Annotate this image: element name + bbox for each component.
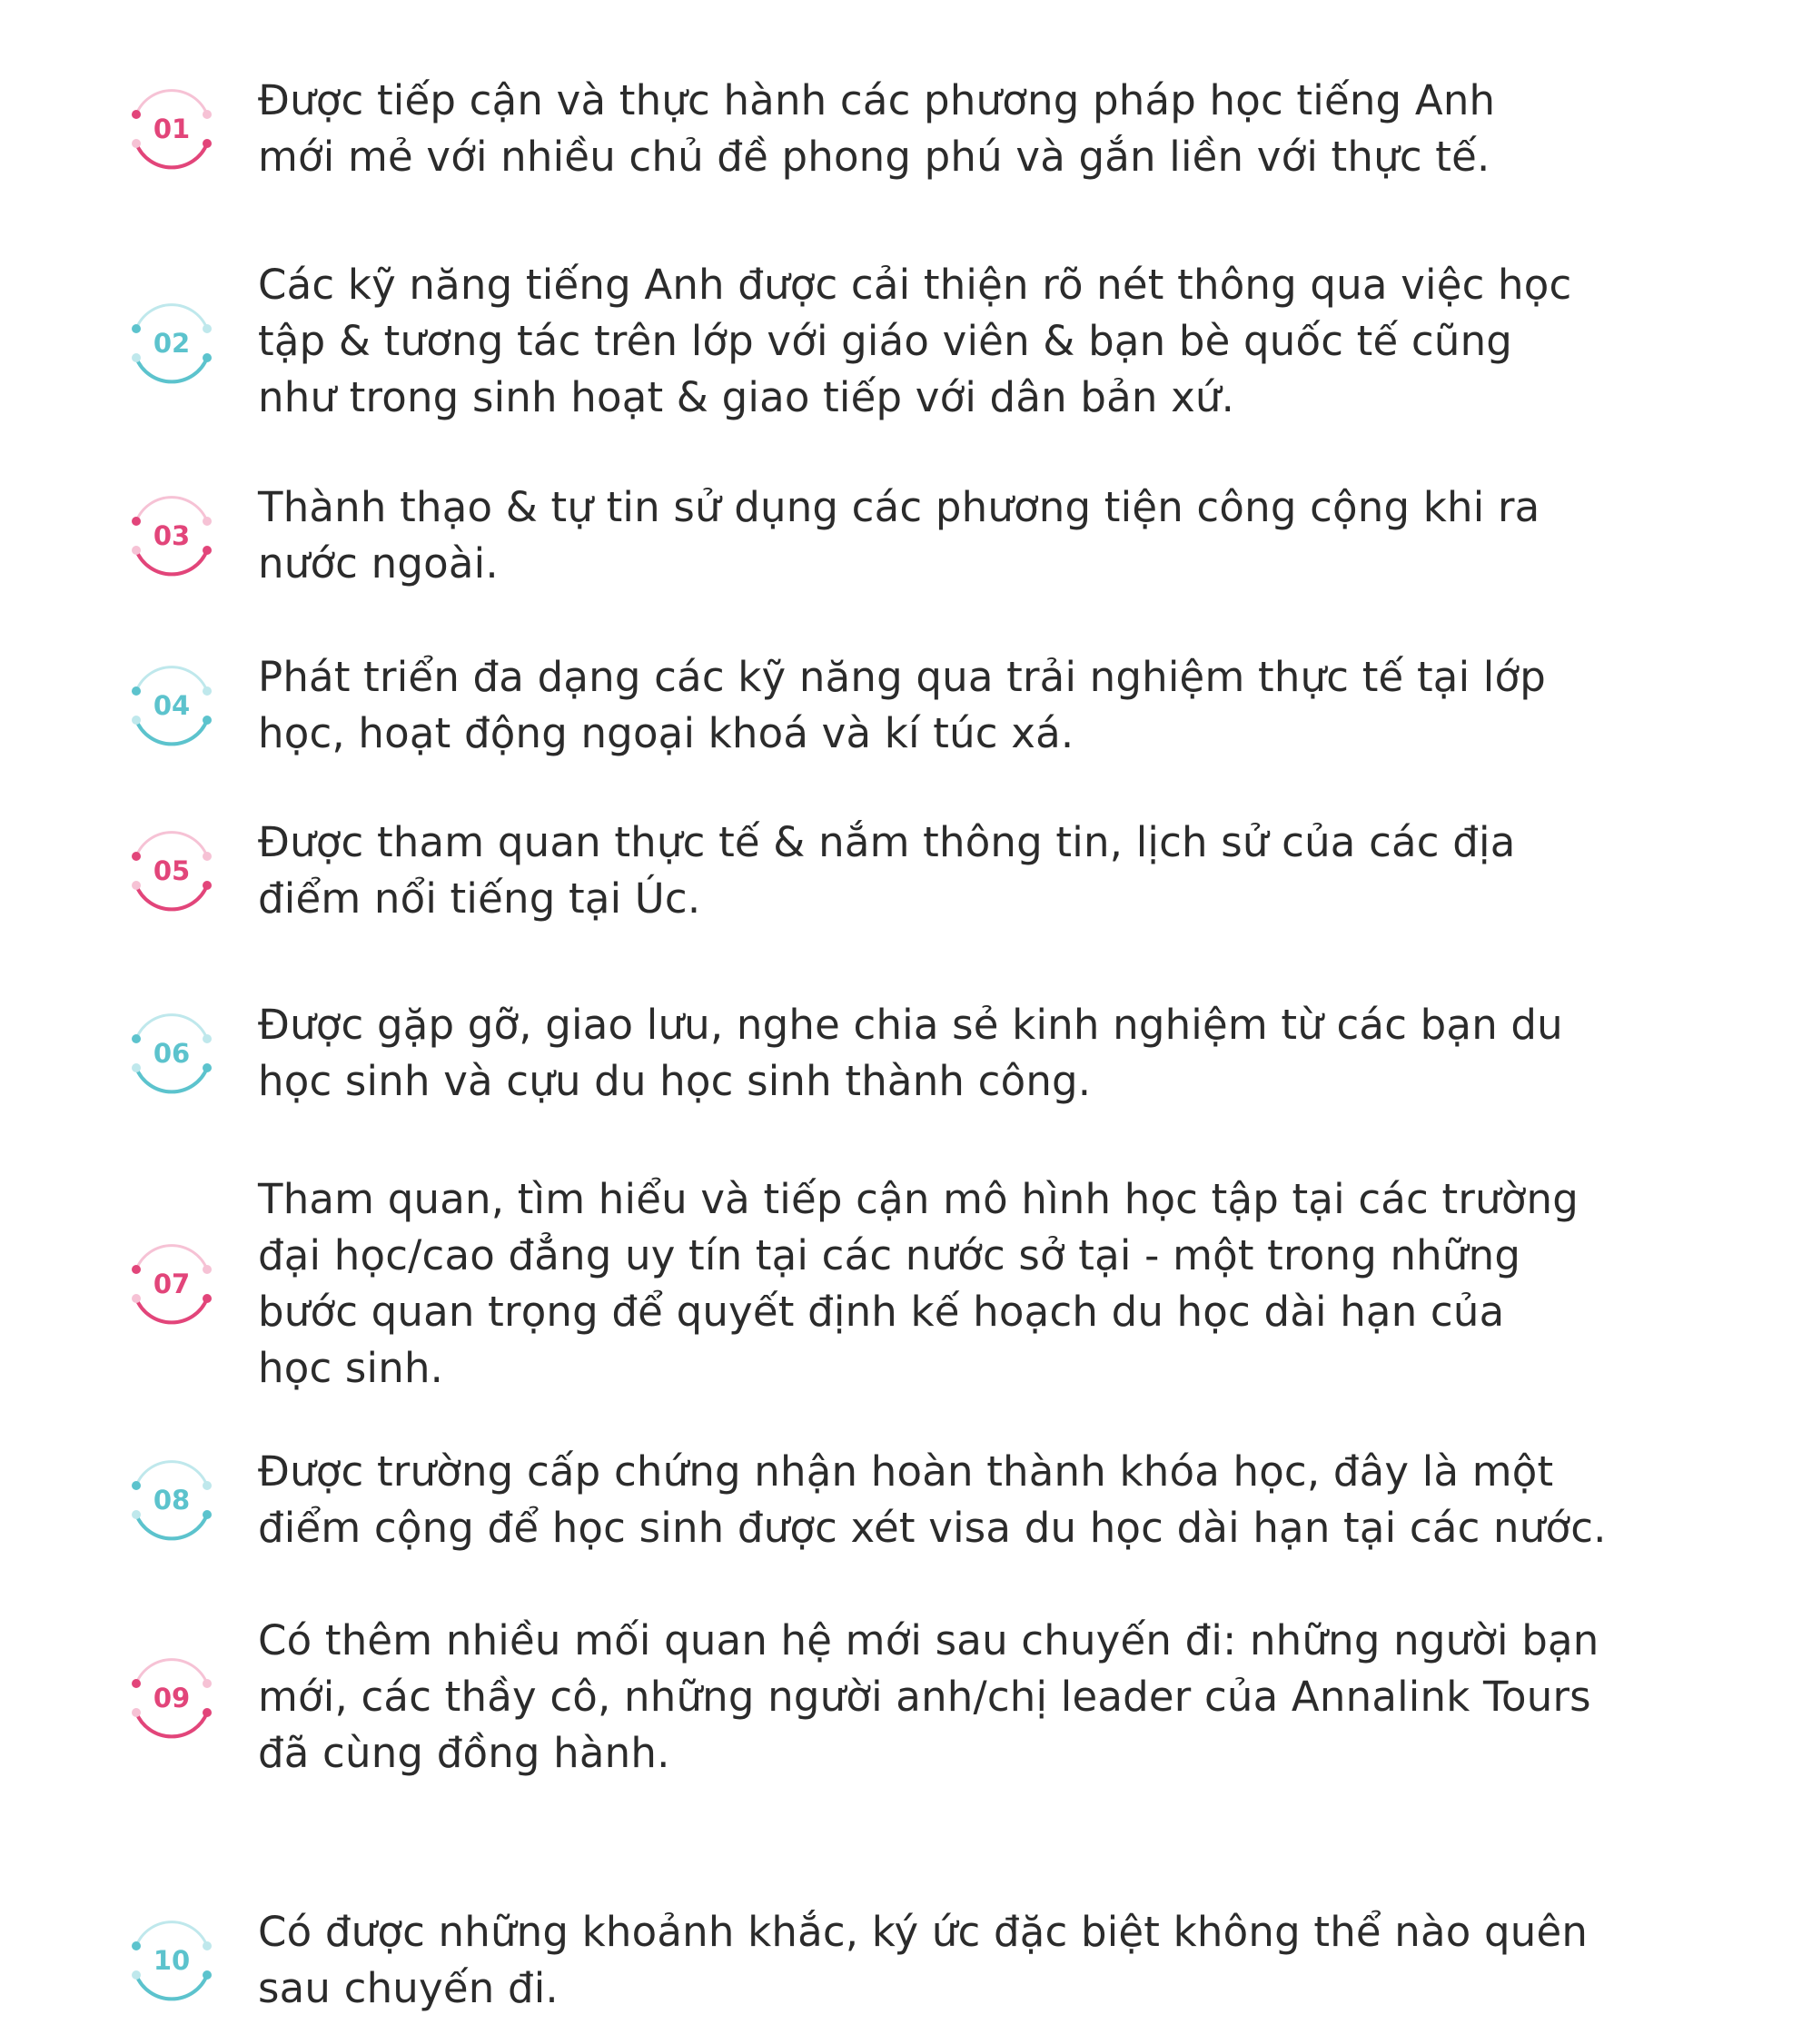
item-number: 01 bbox=[153, 114, 191, 144]
number-badge bbox=[121, 485, 223, 587]
item-number: 02 bbox=[153, 328, 191, 359]
number-badge bbox=[121, 1233, 223, 1335]
number-badge bbox=[121, 1647, 223, 1749]
item-text: Tham quan, tìm hiểu và tiếp cận mô hình học tập tại các trường đại học/cao đẳng uy tín tại các nước sở tại - một trong những bước quan trọng để quyết định kế hoạch du học dài hạn của học sinh. bbox=[258, 1175, 1579, 1392]
item-text: Thành thạo & tự tin sử dụng các phương tiện công cộng khi ra nước ngoài. bbox=[258, 483, 1540, 588]
item-number: 07 bbox=[153, 1269, 191, 1299]
item-text: Được tiếp cận và thực hành các phương pháp học tiếng Anh mới mẻ với nhiều chủ đề phong phú và gắn liền với thực tế. bbox=[258, 76, 1496, 181]
number-badge bbox=[121, 292, 223, 394]
item-text: Được tham quan thực tế & nắm thông tin, lịch sử của các địa điểm nổi tiếng tại Úc. bbox=[258, 818, 1516, 923]
item-text: Có được những khoảnh khắc, ký ức đặc biệt không thể nào quên sau chuyến đi. bbox=[258, 1908, 1589, 2012]
item-number: 04 bbox=[153, 690, 191, 721]
item-number: 08 bbox=[153, 1485, 191, 1516]
item-text: Có thêm nhiều mối quan hệ mới sau chuyến đi: những người bạn mới, các thầy cô, những người anh/chị leader của Annalink Tours đã cùng đồng hành. bbox=[258, 1616, 1599, 1777]
number-badge bbox=[121, 78, 223, 180]
number-badge bbox=[121, 1002, 223, 1104]
item-number: 09 bbox=[153, 1683, 191, 1713]
number-badge bbox=[121, 1449, 223, 1551]
number-badge bbox=[121, 1910, 223, 2011]
item-number: 10 bbox=[153, 1945, 191, 1976]
item-text: Phát triển đa dạng các kỹ năng qua trải nghiệm thực tế tại lớp học, hoạt động ngoại khoá và kí túc xá. bbox=[258, 653, 1546, 757]
number-badge bbox=[121, 820, 223, 922]
item-number: 05 bbox=[153, 855, 191, 886]
item-number: 06 bbox=[153, 1038, 191, 1069]
item-number: 03 bbox=[153, 520, 191, 551]
item-text: Được gặp gỡ, giao lưu, nghe chia sẻ kinh nghiệm từ các bạn du học sinh và cựu du học sinh thành công. bbox=[258, 1001, 1563, 1105]
item-text: Được trường cấp chứng nhận hoàn thành khóa học, đây là một điểm cộng để học sinh được xét visa du học dài hạn tại các nước. bbox=[258, 1447, 1607, 1552]
number-badge bbox=[121, 655, 223, 756]
item-text: Các kỹ năng tiếng Anh được cải thiện rõ nét thông qua việc học tập & tương tác trên lớp với giáo viên & bạn bè quốc tế cũng như trong sinh hoạt & giao tiếp với dân bản xứ. bbox=[258, 261, 1572, 421]
